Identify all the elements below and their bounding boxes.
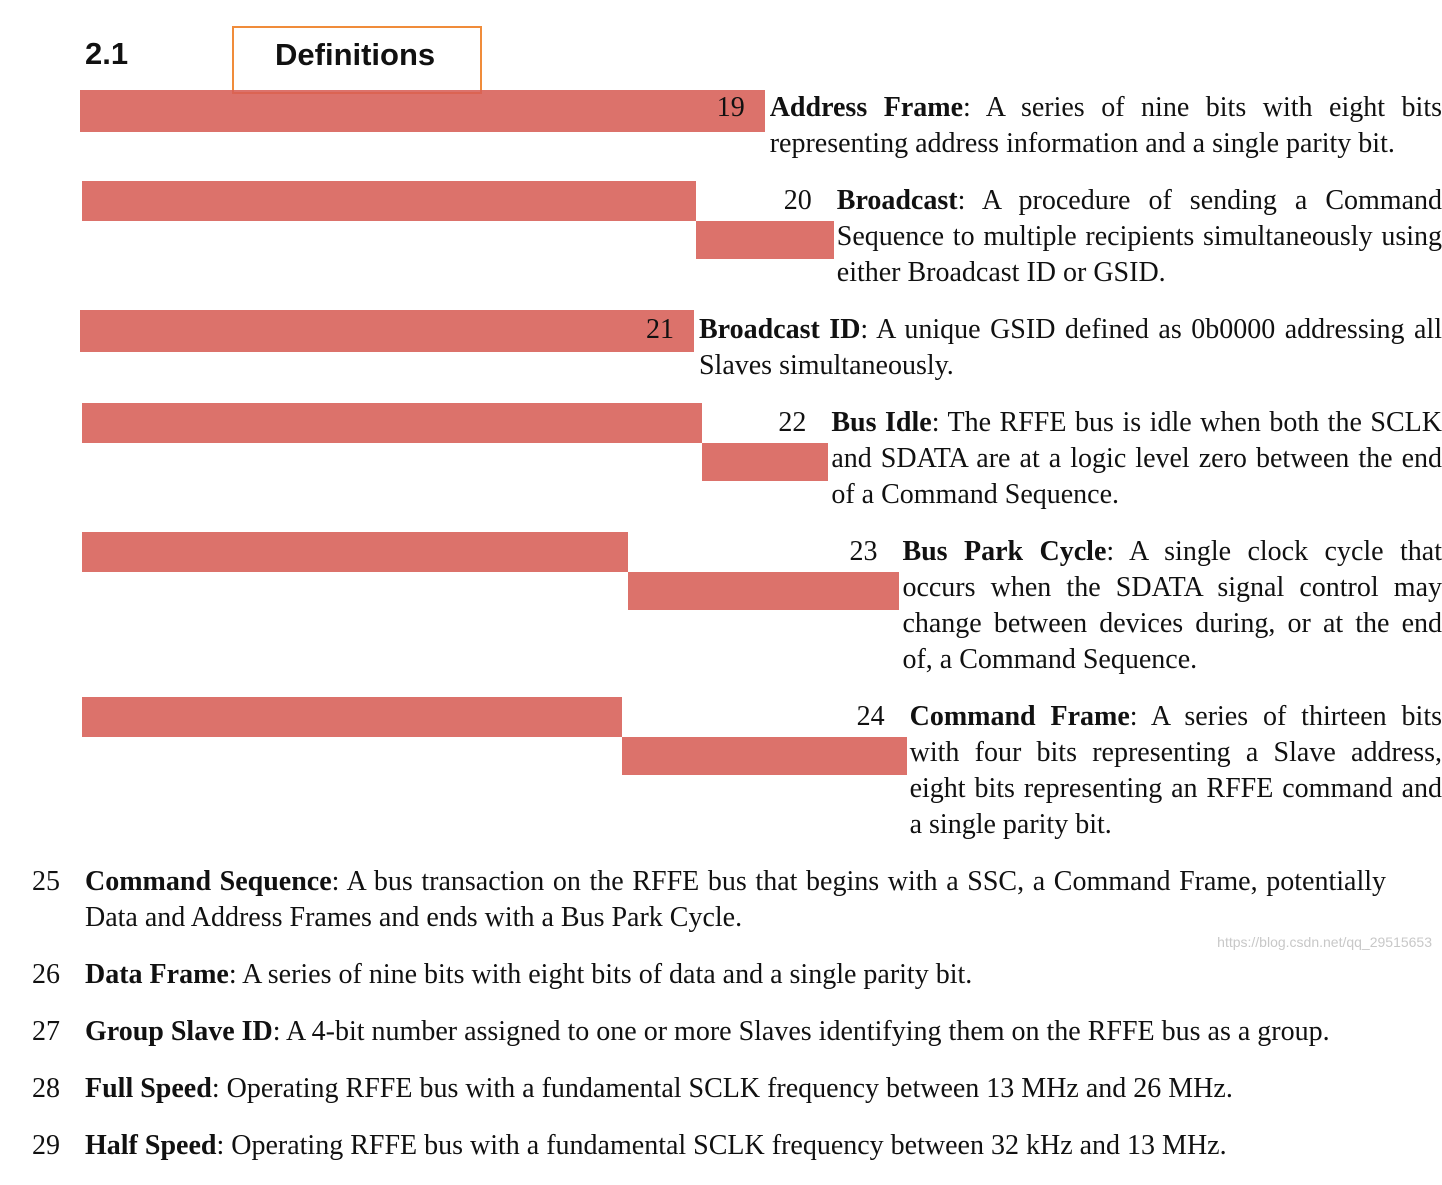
definition-item — [0, 312, 1442, 384]
definition-term: Group Slave ID — [85, 1016, 273, 1047]
highlight-box — [696, 221, 834, 259]
definition-text — [85, 957, 1386, 993]
section-title-box — [232, 26, 482, 94]
definition-text — [831, 405, 1442, 513]
definition-term: Broadcast — [836, 185, 958, 216]
definition-body: : A procedure of sending a Command Sequence to multiple recipients simultaneously using either Broadcast ID or GSID. — [836, 185, 1442, 288]
definition-term: Command Frame — [909, 701, 1130, 732]
definition-body: : A 4-bit number assigned to one or more Slaves identifying them on the RFFE bus as a group. — [272, 1016, 1330, 1047]
definition-text — [902, 534, 1442, 678]
definition-item — [0, 699, 1442, 843]
definition-item — [0, 90, 1442, 162]
line-number: 21 — [645, 314, 674, 345]
definition-body: : A series of thirteen bits with four bits representing a Slave address, eight bits representing an RFFE command and a single parity bit. — [909, 701, 1442, 840]
definition-body: : A unique GSID defined as 0b0000 addressing all Slaves simultaneously. — [698, 314, 1442, 381]
definition-item — [0, 1071, 1442, 1107]
definition-item — [0, 1014, 1442, 1050]
line-number: 29 — [32, 1130, 60, 1161]
definition-body: : The RFFE bus is idle when both the SCLK and SDATA are at a logic level zero between the end of a Command Sequence. — [831, 407, 1442, 510]
line-number: 24 — [856, 701, 885, 732]
watermark: https://blog.csdn.net/qq_29515653 — [1217, 934, 1432, 950]
definition-term: Address Frame — [769, 92, 964, 123]
definition-text — [85, 864, 1386, 936]
definition-body: : Operating RFFE bus with a fundamental SCLK frequency between 13 MHz and 26 MHz. — [211, 1073, 1233, 1104]
definition-body: : A single clock cycle that occurs when the SDATA signal control may change between devices during, or at the end of, a Command Sequence. — [902, 536, 1442, 675]
definitions-list — [0, 90, 1442, 1185]
highlight-box — [80, 90, 765, 132]
definition-term: Bus Park Cycle — [902, 536, 1107, 567]
highlight-box — [82, 697, 622, 737]
highlight-box — [80, 310, 694, 352]
definition-body: : A series of nine bits with eight bits of data and a single parity bit. — [228, 959, 973, 990]
definition-term: Half Speed — [85, 1130, 217, 1161]
highlight-box — [702, 443, 829, 481]
line-number: 22 — [778, 407, 807, 438]
definition-term: Bus Idle — [831, 407, 932, 438]
definition-text — [699, 312, 1442, 384]
section-heading — [0, 26, 1442, 96]
line-number: 20 — [783, 185, 812, 216]
line-number: 19 — [716, 92, 745, 123]
definition-text — [837, 183, 1442, 291]
line-number: 26 — [32, 959, 60, 990]
definition-item — [0, 1128, 1442, 1164]
line-number: 25 — [32, 866, 60, 897]
definition-text — [85, 1128, 1386, 1164]
line-number: 28 — [32, 1073, 60, 1104]
definition-item — [0, 957, 1442, 993]
definition-text — [770, 90, 1442, 162]
definition-body: : A series of nine bits with eight bits representing address information and a single parity bit. — [769, 92, 1442, 159]
definition-item — [0, 183, 1442, 291]
definition-term: Broadcast ID — [698, 314, 861, 345]
line-number: 23 — [849, 536, 878, 567]
line-number: 27 — [32, 1016, 60, 1047]
highlight-box — [82, 403, 702, 443]
highlight-box — [82, 181, 696, 221]
definition-text — [85, 1071, 1386, 1107]
section-number: 2.1 — [85, 36, 129, 71]
section-title: Definitions — [275, 37, 436, 72]
definition-body: : Operating RFFE bus with a fundamental SCLK frequency between 32 kHz and 13 MHz. — [216, 1130, 1227, 1161]
highlight-box — [622, 737, 906, 775]
definition-item — [0, 534, 1442, 678]
definition-term: Data Frame — [85, 959, 229, 990]
definition-body: : A bus transaction on the RFFE bus that begins with a SSC, a Command Frame, potentially Data and Address Frames and ends with a Bus Park Cycle. — [85, 866, 1386, 933]
definition-text — [910, 699, 1442, 843]
highlight-box — [628, 572, 899, 610]
definition-term: Command Sequence — [85, 866, 332, 897]
definition-text — [85, 1014, 1386, 1050]
highlight-box — [82, 532, 628, 572]
definition-item — [0, 864, 1442, 936]
definition-term: Full Speed — [85, 1073, 212, 1104]
definition-item — [0, 405, 1442, 513]
